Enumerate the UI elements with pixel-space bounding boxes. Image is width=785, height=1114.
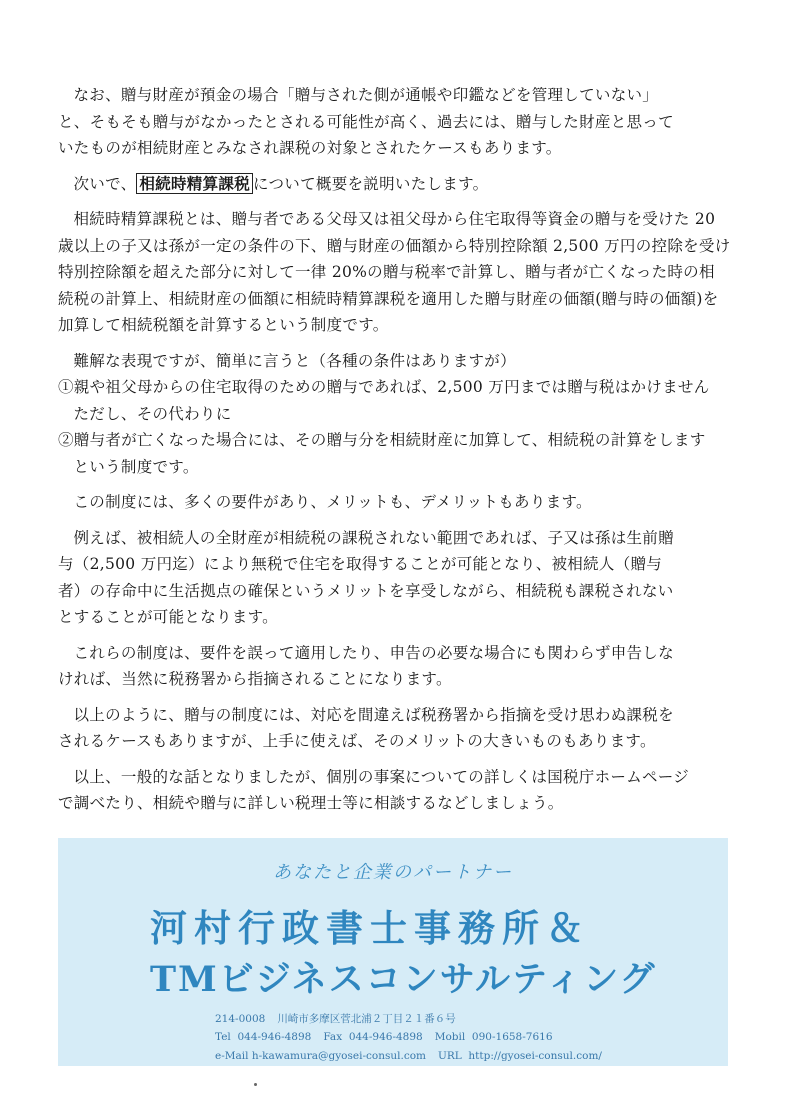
email-link[interactable]: h-kawamura@gyosei-consul.com [251,1050,426,1062]
text-line: と、そもそも贈与がなかったとされる可能性が高く、過去には、贈与した財産と思って [58,112,674,131]
mobil-number[interactable]: 090-1658-7616 [471,1031,553,1043]
office-name: 河村行政書士事務所＆ [150,906,590,950]
text-line: 歳以上の子又は孫が一定の条件の下、贈与財産の価額から特別控除額 2,500 万円の控除を受け [58,236,731,255]
paragraph-gift-deposit [58,82,730,162]
text-line: 以上のように、贈与の制度には、対応を間違えば税務署から指摘を受け思わぬ課税を [73,705,674,724]
text-line: この制度には、多くの要件があり、メリットも、デメリットもあります。 [73,493,592,511]
url-link[interactable]: http://gyosei-consul.com/ [468,1050,602,1062]
postal-code: 214-0008 [215,1013,266,1025]
mobil-label: Mobil [434,1031,466,1043]
scan-speck [254,1083,257,1086]
text-line: 与（2,500 万円迄）により無税で住宅を取得することが可能となり、被相続人（贈与 [58,555,663,573]
text-line: 者）の存命中に生活拠点の確保というメリットを享受しながら、相続税も課税されない [58,581,674,600]
paragraph-intro-settlement [58,171,730,198]
url-label: URL [437,1050,462,1062]
list-item-2: ②贈与者が亡くなった場合には、その贈与分を相続財産に加算して、相続税の計算をします [58,431,706,449]
text-line: いたものが相続財産とみなされ課税の対象とされたケースもあります。 [58,139,562,157]
fax-number: 044-946-4898 [348,1031,423,1043]
text-line: ければ、当然に税務署から指摘されることになります。 [58,670,452,688]
intro-text: 次いで、 [73,174,137,193]
text-line: これらの制度は、要件を誤って適用したり、申告の必要な場合にも関わらず申告しな [73,643,674,662]
email-label: e-Mail [215,1050,249,1062]
text-line: とすることが可能となります。 [58,608,278,626]
address: 川崎市多摩区菅北浦２丁目２１番６号 [277,1013,456,1025]
paragraph-settlement-definition [58,206,730,339]
intro-text-after: について概要を説明いたします。 [253,174,489,193]
text-line: ただし、その代わりに [73,404,232,423]
text-line: なお、贈与財産が預金の場合「贈与された側が通帳や印鑑などを管理していない」 [73,86,659,104]
text-line: 相続時精算課税とは、贈与者である父母又は祖父母から住宅取得等資金の贈与を受けた 20 [73,210,716,228]
text-line: されるケースもありますが、上手に使えば、そのメリットの大きいものもあります。 [58,732,656,750]
text-line: という制度です。 [73,457,199,476]
fax-label: Fax [323,1031,343,1043]
address-line [215,1011,456,1026]
text-line: 加算して相続税額を計算するという制度です。 [58,316,389,334]
text-line: 以上、一般的な話となりましたが、個別の事案についての詳しくは国税庁ホームページ [73,767,690,786]
document-body [58,82,730,826]
text-line: 例えば、被相続人の全財産が相続税の課税されない範囲であれば、子又は孫は生前贈 [73,528,674,547]
boxed-term: 相続時精算課税 [136,173,253,194]
text-line: 難解な表現ですが、簡単に言うと（各種の条件はありますが） [73,351,516,370]
list-item-1: ①親や祖父母からの住宅取得のための贈与であれば、2,500 万円までは贈与税はかけません [58,378,710,396]
text-line: 特別控除額を超えた部分に対して一律 20%の贈与税率で計算し、贈与者が亡くなった時の相 [58,263,715,281]
paragraph-closing [58,764,730,817]
paragraph-requirements [58,489,730,516]
simple-explanation-list [58,348,730,481]
paragraph-example [58,525,730,631]
text-line: 続税の計算上、相続財産の価額に相続時精算課税を適用した贈与財産の価額(贈与時の価額)を [58,289,719,308]
paragraph-warning [58,640,730,693]
tel-label: Tel [215,1031,231,1043]
business-card-banner [58,838,728,1066]
paragraph-summary [58,702,730,755]
tel-number[interactable]: 044-946-4898 [237,1031,312,1043]
banner-tagline: あなたと企業のパートナー [273,862,513,883]
company-name: TMビジネスコンサルティング [150,959,657,1000]
web-line [215,1050,602,1062]
phone-line [215,1031,553,1043]
text-line: で調べたり、相続や贈与に詳しい税理士等に相談するなどしましょう。 [58,794,564,812]
